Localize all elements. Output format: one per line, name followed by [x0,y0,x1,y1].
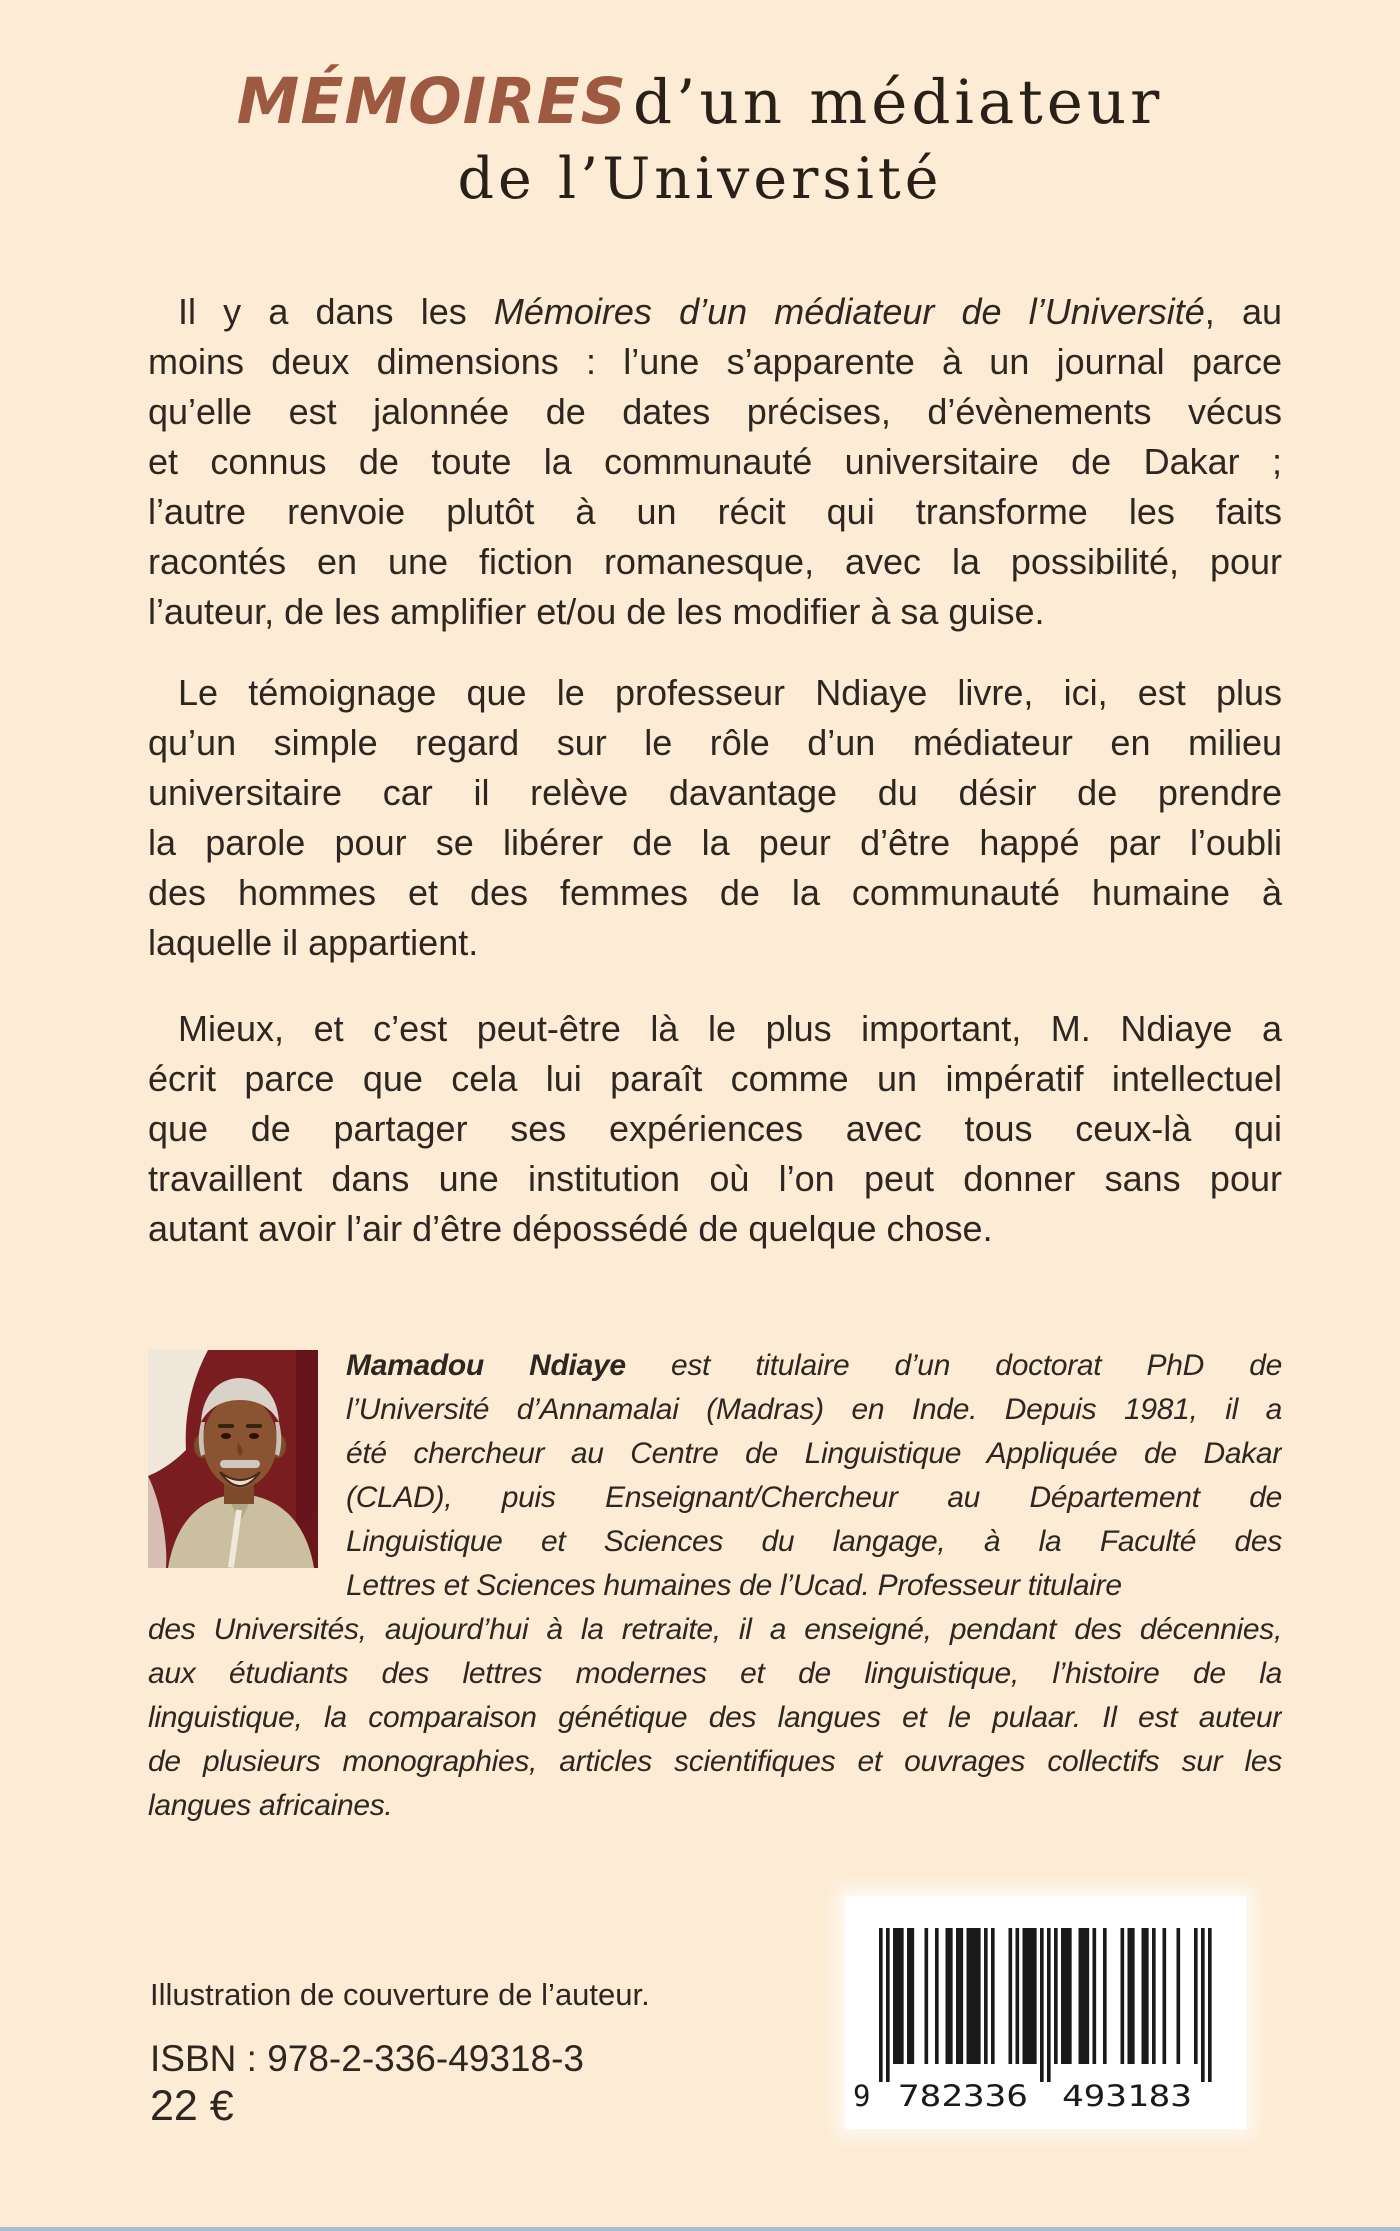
author-bio-indented-lines [346,1388,1282,1608]
bio-first-rest: est titulaire d’un doctorat PhD de [625,1349,1282,1382]
text-line: l’auteur, de les amplifier et/ou de les modifier à sa guise. [148,591,1045,632]
text-line: universitaire car il relève davantage du désir de prendre [148,772,1282,813]
text-line [148,287,1282,337]
page-bottom-edge [0,2227,1400,2231]
author-bio-indented-column [346,1344,1282,1608]
barcode-digit-group1: 9 [853,2079,871,2113]
text-line: de plusieurs monographies, articles scientifiques et ouvrages collectifs sur les [148,1745,1282,1778]
text-line: que de partager ses expériences avec tous ceux-là qui [148,1108,1282,1149]
text-line [346,1344,1282,1388]
text-line: la parole pour se libérer de la peur d’être happé par l’oubli [148,822,1282,863]
paragraph-1 [148,287,1282,637]
barcode-digit-group3: 493183 [1062,2079,1192,2113]
author-photo [148,1350,318,1568]
title-word-memoires: MÉMOIRES [236,65,627,138]
paragraph-3 [148,1004,1282,1254]
text-line: moins deux dimensions : l’une s’apparente à un journal parce [148,341,1282,382]
text-line: Linguistique et Sciences du langage, à la Faculté des [346,1525,1282,1558]
text-line: qu’un simple regard sur le rôle d’un médiateur en milieu [148,722,1282,763]
title-line1 [0,66,1400,138]
text-line: qu’elle est jalonnée de dates précises, d’évènements vécus [148,391,1282,432]
p1-first-post: , au [1204,291,1282,332]
text-line: linguistique, la comparaison génétique des langues et le pulaar. Il est auteur [148,1701,1282,1734]
text-line: aux étudiants des lettres modernes et de linguistique, l’histoire de la [148,1657,1282,1690]
text-line: (CLAD), puis Enseignant/Chercheur au Département de [346,1481,1282,1514]
author-name: Mamadou Ndiaye [346,1349,626,1382]
author-bio-top [148,1344,1282,1608]
price: 22 € [150,2082,234,2130]
text-line: l’autre renvoie plutôt à un récit qui transforme les faits [148,491,1282,532]
text-line: des hommes et des femmes de la communauté humaine à [148,872,1282,913]
barcode-image [845,1896,1246,2129]
text-line: Mieux, et c’est peut-être là le plus important, M. Ndiaye a [178,1008,1282,1049]
text-line: travaillent dans une institution où l’on peut donner sans pour [148,1158,1282,1199]
paragraph-2 [148,668,1282,968]
italic-book-title: Mémoires d’un médiateur de l’Université [493,291,1205,332]
text-line: racontés en une fiction romanesque, avec la possibilité, pour [148,541,1282,582]
text-line: et connus de toute la communauté universitaire de Dakar ; [148,441,1282,482]
isbn-number: ISBN : 978-2-336-49318-3 [150,2038,584,2079]
text-line: langues africaines. [148,1789,393,1822]
cover-credit: Illustration de couverture de l’auteur. [150,1977,650,2012]
text-line: des Universités, aujourd’hui à la retraite, il a enseigné, pendant des décennies, [148,1613,1282,1646]
barcode-digit-group2: 782336 [898,2079,1028,2113]
text-line: Le témoignage que le professeur Ndiaye livre, ici, est plus [178,672,1282,713]
text-line: écrit parce que cela lui paraît comme un impératif intellectuel [148,1058,1282,1099]
text-line: Lettres et Sciences humaines de l’Ucad. Professeur titulaire [346,1569,1122,1602]
author-bio-full-lines [148,1608,1282,1828]
title-line2: de l’Université [457,146,943,213]
author-bio [148,1344,1282,1828]
title-line1-rest: d’un médiateur [633,67,1164,138]
text-line: l’Université d’Annamalai (Madras) en Inde. Depuis 1981, il a [346,1393,1282,1426]
book-title [0,66,1400,212]
paragraph-3-lines [148,1004,1282,1254]
author-photo-image [148,1350,318,1568]
text-line: laquelle il appartient. [148,922,479,963]
paragraph-2-lines [148,668,1282,968]
text-line: autant avoir l’air d’être dépossédé de quelque chose. [148,1208,993,1249]
paragraph-1-lines [148,337,1282,637]
barcode [845,1896,1246,2129]
p1-first-pre: Il y a dans les [178,291,494,332]
text-line: été chercheur au Centre de Linguistique Appliquée de Dakar [346,1437,1282,1470]
